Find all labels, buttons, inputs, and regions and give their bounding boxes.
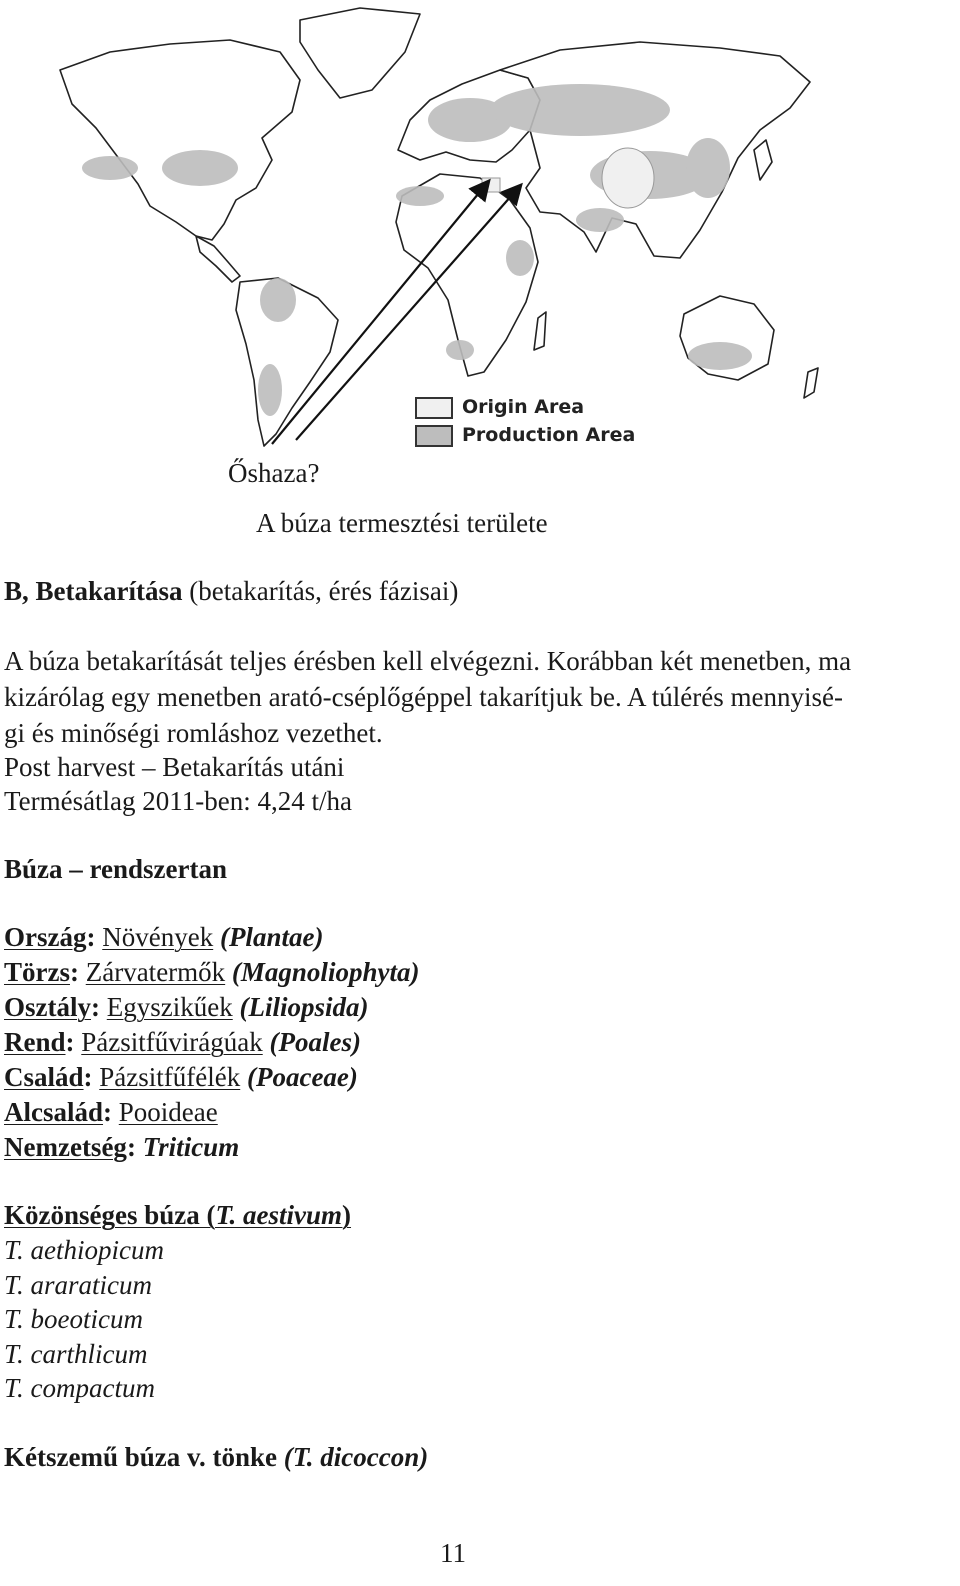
taxonomy-latin: (Magnoliophyta): [231, 957, 420, 987]
species-emmer-prefix: Kétszemű búza v. tönke: [4, 1442, 284, 1472]
species-item: T. aethiopicum: [4, 1235, 164, 1265]
taxonomy-row: Törzs: Zárvatermők (Magnoliophyta): [4, 957, 420, 987]
taxonomy-name: Egyszikűek: [106, 992, 233, 1022]
species-item: T. araraticum: [4, 1270, 153, 1300]
oshaza-label: Őshaza?: [228, 458, 320, 488]
north-america-shape: [60, 40, 300, 240]
taxonomy-name: Növények: [102, 922, 214, 952]
species-heading: [4, 1200, 351, 1231]
species-emmer-latin: (T. dicoccon): [283, 1442, 429, 1472]
harvest-heading-title: B, Betakarítása: [4, 576, 183, 606]
taxonomy-row: Ország: Növények (Plantae): [4, 922, 324, 952]
species-heading-prefix: Közönséges búza (: [4, 1200, 216, 1230]
taxonomy-name: Pázsitfűvirágúak: [81, 1027, 263, 1057]
taxonomy-name: Zárvatermők: [85, 957, 226, 987]
species-emmer: [4, 1442, 428, 1473]
species-heading-suffix: ): [342, 1200, 352, 1230]
species-heading-latin: T. aestivum: [215, 1200, 343, 1230]
taxonomy-latin: (Plantae): [219, 922, 324, 952]
taxonomy-latin: Triticum: [142, 1132, 240, 1162]
wheat-world-map: [0, 0, 960, 460]
taxonomy-row: Rend: Pázsitfűvirágúak (Poales): [4, 1027, 361, 1057]
taxonomy-rank: Nemzetség: [4, 1132, 127, 1162]
taxonomy-rank: Rend: [4, 1027, 66, 1057]
taxonomy-rank: Osztály: [4, 992, 91, 1022]
new-zealand-shape: [804, 368, 818, 398]
taxonomy-name: Pázsitfűfélék: [99, 1062, 241, 1092]
taxonomy-row: Család: Pázsitfűfélék (Poaceae): [4, 1062, 358, 1092]
legend-production-label: Production Area: [462, 424, 636, 446]
taxonomy-row: Alcsalád: Pooideae: [4, 1097, 218, 1127]
taxonomy-heading: Búza – rendszertan: [4, 854, 227, 884]
harvest-line: Post harvest – Betakarítás utáni: [4, 752, 345, 782]
japan-shape: [754, 140, 772, 180]
harvest-line: A búza betakarítását teljes érésben kell elvégezni. Korábban két menetben, ma: [4, 646, 852, 676]
taxonomy-rank: Család: [4, 1062, 84, 1092]
species-item: T. compactum: [4, 1373, 155, 1403]
taxonomy-row: Osztály: Egyszikűek (Liliopsida): [4, 992, 369, 1022]
page-number: 11: [440, 1538, 466, 1568]
harvest-line: Termésátlag 2011-ben: 4,24 t/ha: [4, 786, 353, 816]
taxonomy-latin: (Liliopsida): [239, 992, 369, 1022]
taxonomy-rank: Törzs: [4, 957, 70, 987]
taxonomy-rank: Ország: [4, 922, 87, 952]
continent-outlines: [60, 8, 818, 446]
species-item: T. boeoticum: [4, 1304, 143, 1334]
map-legend: [416, 398, 452, 446]
taxonomy-rank: Alcsalád: [4, 1097, 104, 1127]
taxonomy-latin: (Poales): [269, 1027, 361, 1057]
harvest-line: kizárólag egy menetben arató-cséplőgéppel takarítjuk be. A túlérés mennyisé-: [4, 682, 843, 712]
greenland-shape: [300, 8, 420, 98]
species-item: T. carthlicum: [4, 1339, 148, 1369]
central-america-shape: [196, 236, 240, 282]
production-swatch: [416, 426, 452, 446]
madagascar-shape: [534, 312, 546, 350]
map-caption: A búza termesztési területe: [256, 508, 548, 538]
taxonomy-latin: (Poaceae): [246, 1062, 358, 1092]
origin-swatch: [416, 398, 452, 418]
harvest-heading: [4, 576, 458, 607]
taxonomy-row: Nemzetség: Triticum: [4, 1132, 240, 1162]
harvest-heading-note: (betakarítás, érés fázisai): [189, 576, 459, 606]
legend-origin-label: Origin Area: [462, 396, 585, 418]
harvest-line: gi és minőségi romláshoz vezethet.: [4, 718, 383, 748]
taxonomy-name: Pooideae: [118, 1097, 218, 1127]
